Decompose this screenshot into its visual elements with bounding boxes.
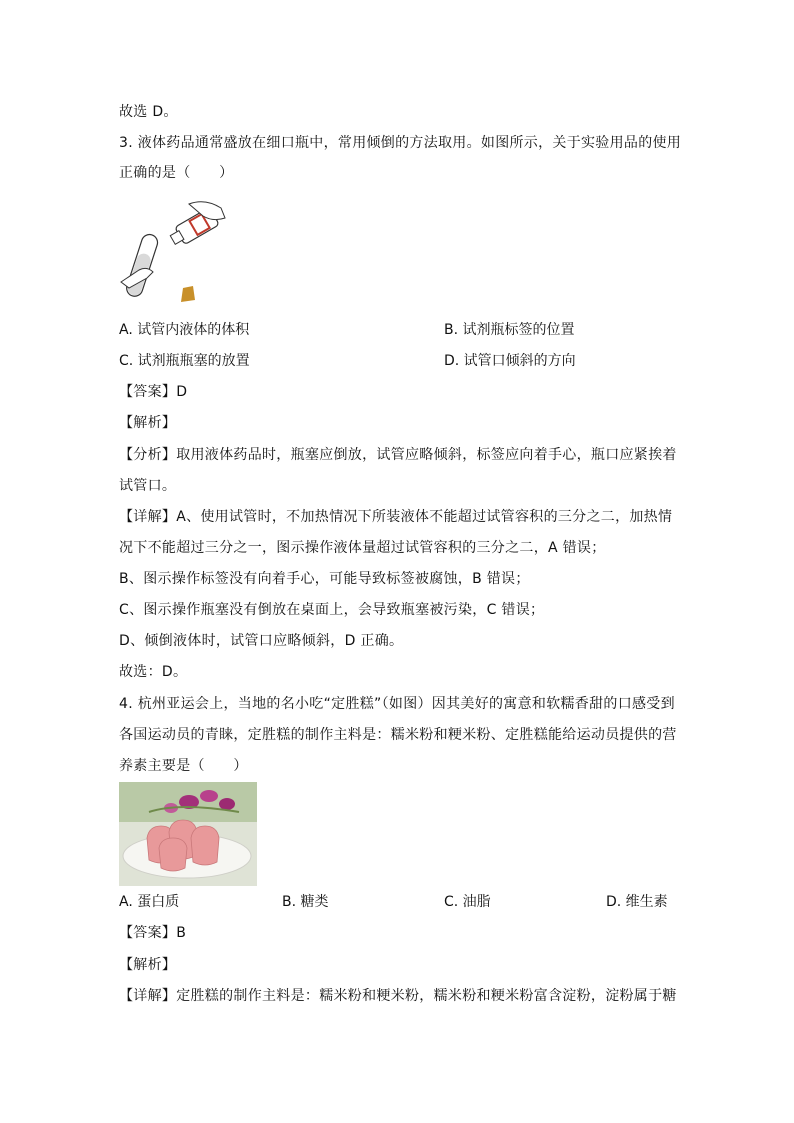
q3-option-a: A. 试管内液体的体积 [119, 322, 250, 338]
question-3-stem-line-2: 正确的是（ ） [119, 165, 234, 181]
q3-answer: 【答案】D [119, 384, 188, 400]
q3-option-c: C. 试剂瓶瓶塞的放置 [119, 353, 250, 369]
q4-detail-line-1: 【详解】定胜糕的制作主料是：糯米粉和粳米粉，糯米粉和粳米粉富含淀粉，淀粉属于糖 [119, 988, 677, 1004]
bottle-stopper [181, 286, 195, 302]
pouring-liquid-figure [119, 196, 231, 308]
q3-detail-line-1: 【详解】A、使用试管时，不加热情况下所装液体不能超过试管容积的三分之二，加热情 [119, 509, 673, 525]
question-3-stem-line-1: 3. 液体药品通常盛放在细口瓶中，常用倾倒的方法取用。如图所示，关于实验用品的使用 [119, 135, 682, 151]
q3-detail-line-3: B、图示操作标签没有向着手心，可能导致标签被腐蚀，B 错误； [119, 571, 530, 587]
q3-detail-line-5: D、倾倒液体时，试管口应略倾斜，D 正确。 [119, 633, 404, 649]
question-4-stem-line-2: 各国运动员的青睐，定胜糕的制作主料是：糯米粉和粳米粉、定胜糕能给运动员提供的营 [119, 727, 677, 743]
q4-option-a: A. 蛋白质 [119, 894, 180, 910]
test-tube [125, 232, 160, 298]
q4-explanation-heading: 【解析】 [119, 957, 177, 973]
q3-analysis-line-2: 试管口。 [119, 478, 177, 494]
q4-option-b: B. 糖类 [282, 894, 329, 910]
q3-option-d: D. 试管口倾斜的方向 [444, 353, 576, 369]
q4-answer: 【答案】B [119, 925, 187, 941]
question-4-stem-line-3: 养素主要是（ ） [119, 758, 248, 774]
q3-detail-line-2: 况下不能超过三分之一，图示操作液体量超过试管容积的三分之二，A 错误； [119, 540, 606, 556]
q3-option-b: B. 试剂瓶标签的位置 [444, 322, 575, 338]
previous-answer-conclusion: 故选 D。 [119, 104, 178, 120]
q3-explanation-heading: 【解析】 [119, 415, 177, 431]
q3-conclusion: 故选：D。 [119, 664, 188, 680]
q4-option-c: C. 油脂 [444, 894, 491, 910]
question-4-stem-line-1: 4. 杭州亚运会上，当地的名小吃“定胜糕”（如图）因其美好的寓意和软糯香甜的口感受到 [119, 696, 675, 712]
q3-analysis-line-1: 【分析】取用液体药品时，瓶塞应倒放，试管应略倾斜，标签应向着手心，瓶口应紧挨着 [119, 447, 677, 463]
q3-detail-line-4: C、图示操作瓶塞没有倒放在桌面上，会导致瓶塞被污染，C 错误； [119, 602, 545, 618]
dingsheng-cake-photo [119, 782, 257, 886]
q4-option-d: D. 维生素 [606, 894, 668, 910]
